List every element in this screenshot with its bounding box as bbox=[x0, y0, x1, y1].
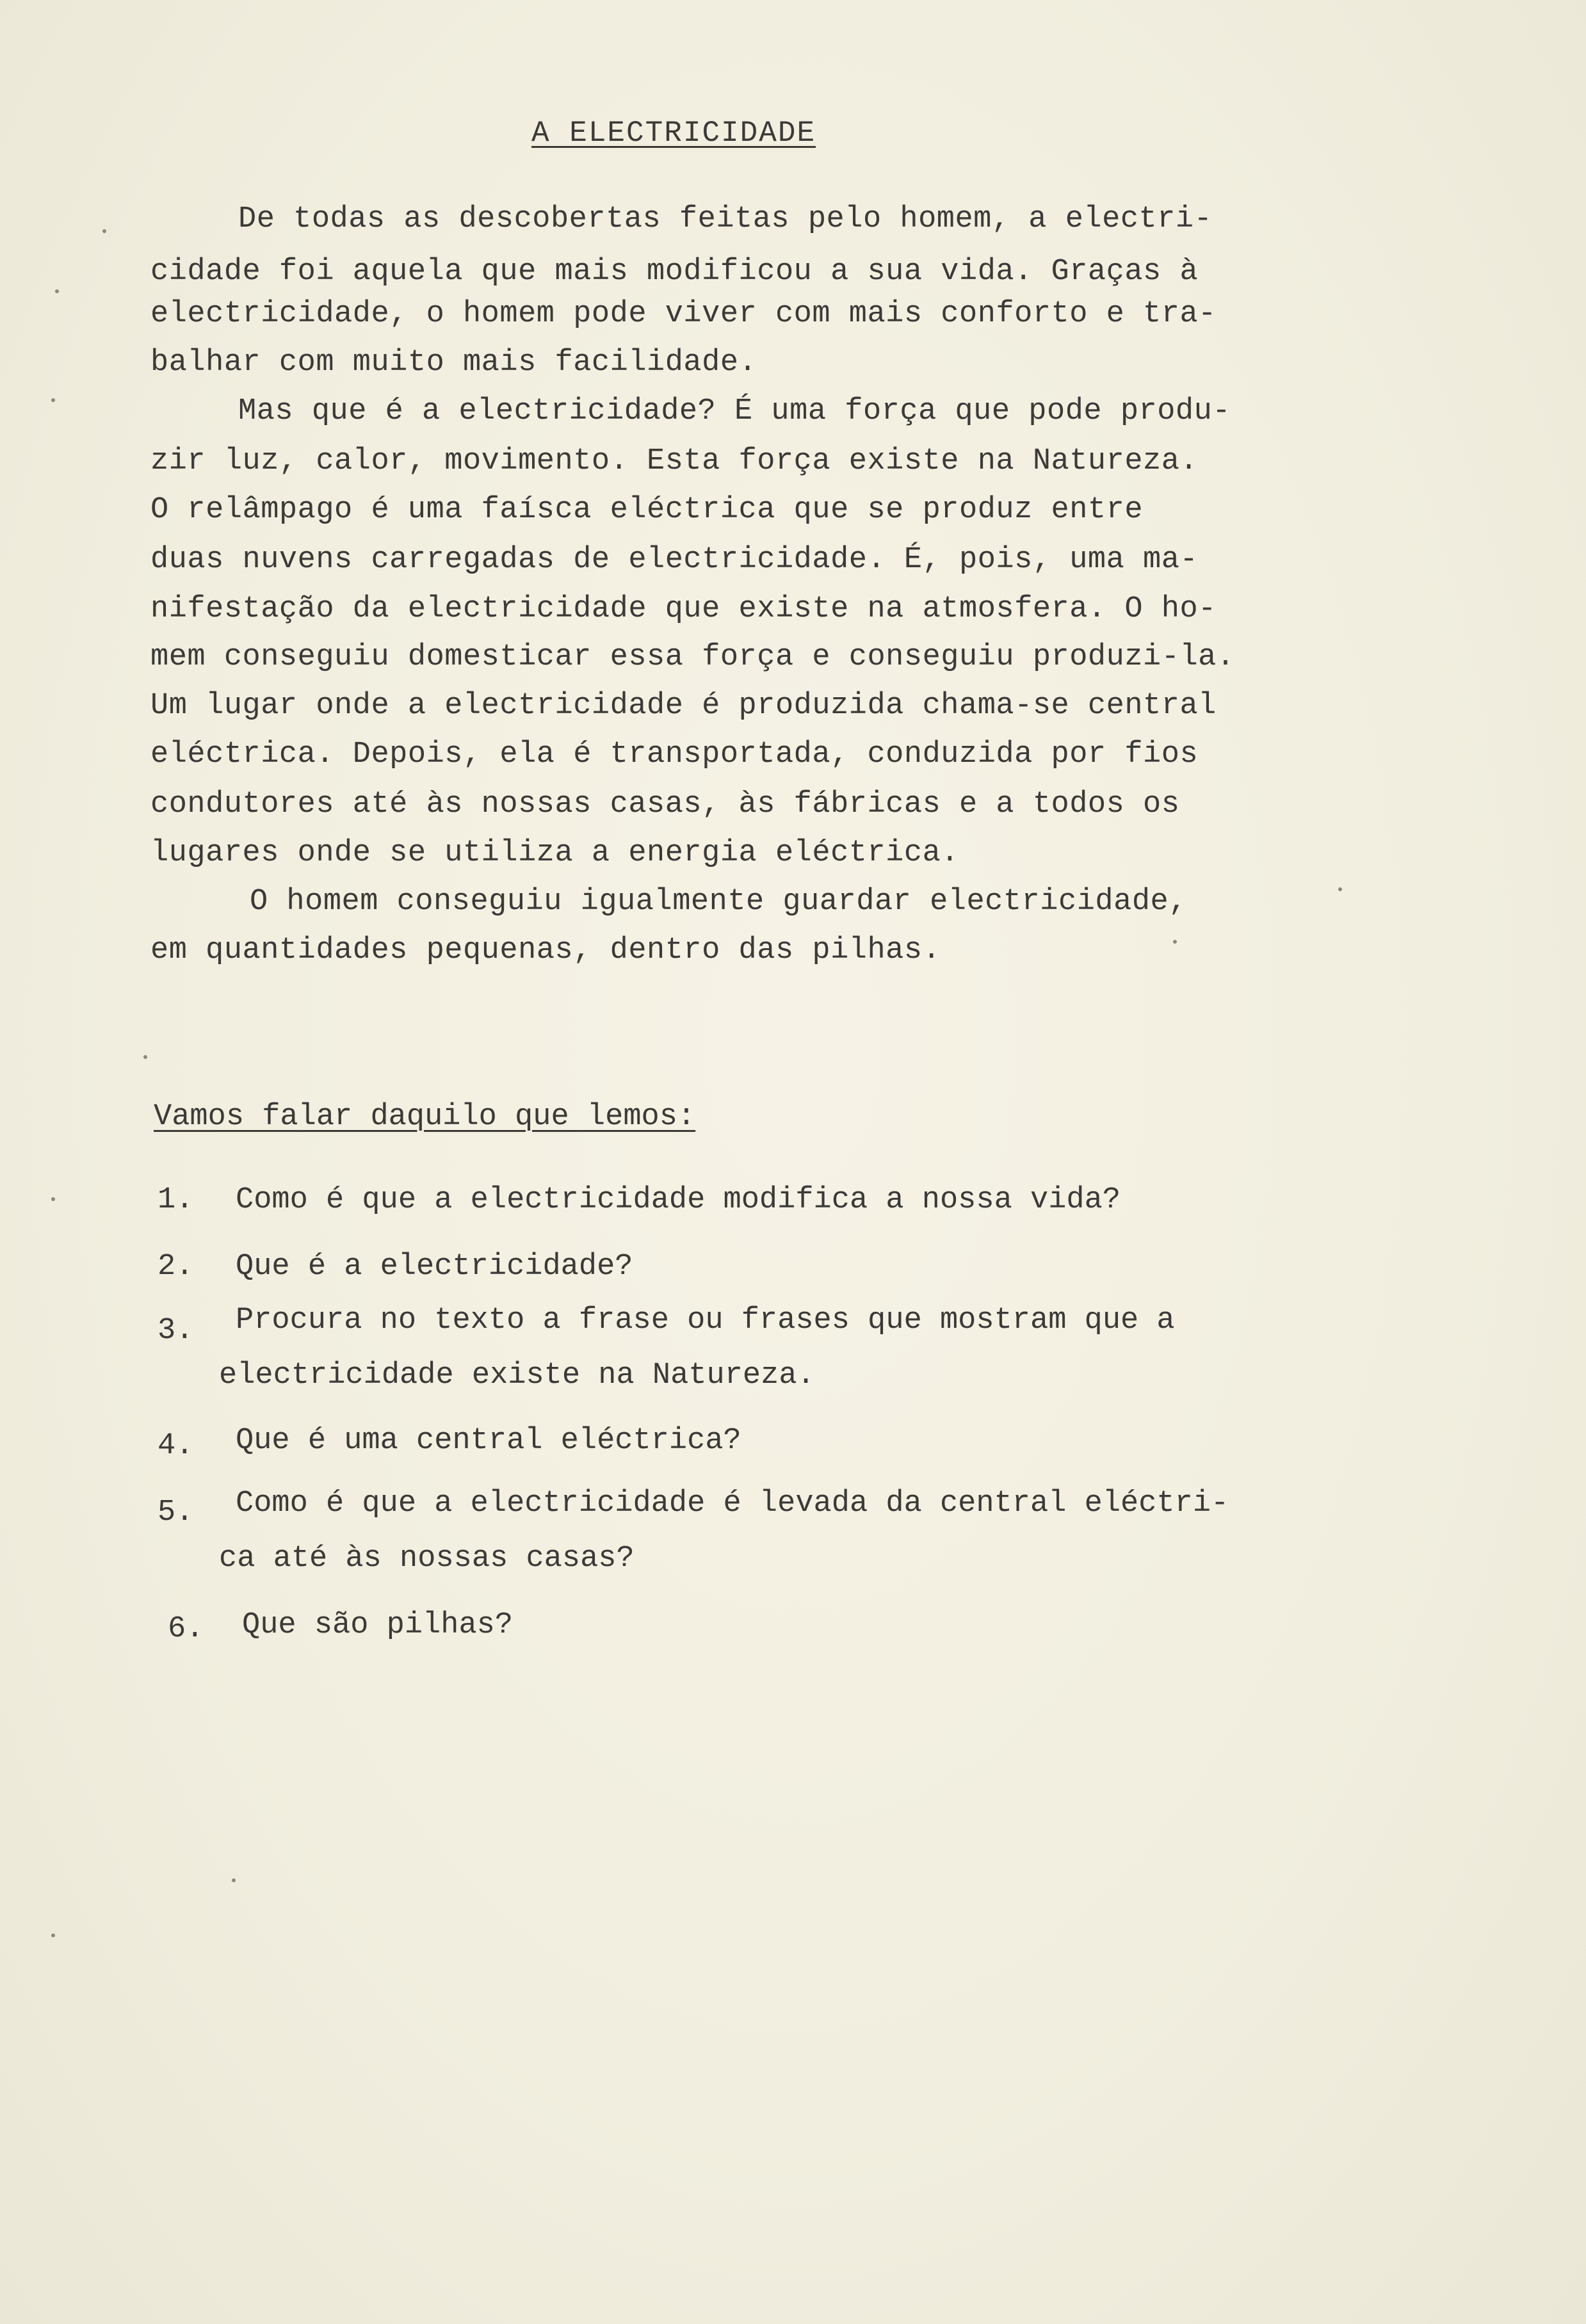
paragraph-line: De todas as descobertas feitas pelo homem, a electri- bbox=[238, 202, 1213, 236]
paragraph-line: lugares onde se utiliza a energia eléctrica. bbox=[150, 836, 960, 870]
question-text: Como é que a electricidade modifica a nossa vida? bbox=[236, 1183, 1121, 1217]
paragraph-line: Mas que é a electricidade? É uma força que pode produ- bbox=[238, 394, 1231, 428]
question-text: Que é uma central eléctrica? bbox=[236, 1424, 741, 1458]
paragraph-line: condutores até às nossas casas, às fábricas e a todos os bbox=[150, 787, 1180, 821]
questions-heading: Vamos falar daquilo que lemos: bbox=[154, 1100, 696, 1134]
question-number: 4. bbox=[158, 1429, 194, 1463]
paragraph-line: mem conseguiu domesticar essa força e conseguiu produzi-la. bbox=[150, 640, 1235, 674]
question-number: 5. bbox=[158, 1496, 194, 1529]
paragraph-line: electricidade, o homem pode viver com mais conforto e tra- bbox=[150, 297, 1217, 331]
paper-speck bbox=[143, 1055, 147, 1059]
question-text-continued: ca até às nossas casas? bbox=[219, 1542, 635, 1576]
question-text-continued: electricidade existe na Natureza. bbox=[219, 1359, 815, 1392]
question-text: Que são pilhas? bbox=[242, 1608, 514, 1642]
question-text: Que é a electricidade? bbox=[236, 1250, 633, 1284]
paper-speck bbox=[102, 229, 106, 233]
paper-speck bbox=[51, 1933, 55, 1937]
paragraph-line: cidade foi aquela que mais modificou a sua vida. Graças à bbox=[150, 255, 1199, 289]
paper-speck bbox=[1338, 887, 1342, 891]
paragraph-line: zir luz, calor, movimento. Esta força existe na Natureza. bbox=[150, 444, 1199, 478]
question-number: 3. bbox=[158, 1314, 194, 1348]
page-title: A ELECTRICIDADE bbox=[531, 117, 816, 150]
paper-speck bbox=[55, 289, 59, 293]
question-text: Como é que a electricidade é levada da central eléctri- bbox=[236, 1487, 1229, 1521]
paper-speck bbox=[51, 398, 55, 402]
question-number: 6. bbox=[168, 1612, 204, 1646]
paragraph-line: duas nuvens carregadas de electricidade. É, pois, uma ma- bbox=[150, 543, 1199, 577]
paragraph-line: O relâmpago é uma faísca eléctrica que se produz entre bbox=[150, 493, 1144, 527]
paragraph-line: O homem conseguiu igualmente guardar electricidade, bbox=[250, 885, 1187, 919]
paragraph-line: balhar com muito mais facilidade. bbox=[150, 346, 757, 380]
question-text: Procura no texto a frase ou frases que mostram que a bbox=[236, 1303, 1175, 1337]
paragraph-line: nifestação da electricidade que existe na atmosfera. O ho- bbox=[150, 592, 1217, 626]
paragraph-line: eléctrica. Depois, ela é transportada, conduzida por fios bbox=[150, 738, 1199, 771]
paper-speck bbox=[232, 1878, 236, 1882]
paper-speck bbox=[1173, 940, 1177, 944]
question-number: 1. bbox=[158, 1183, 194, 1217]
paragraph-line: em quantidades pequenas, dentro das pilhas. bbox=[150, 933, 941, 967]
paragraph-line: Um lugar onde a electricidade é produzida chama-se central bbox=[150, 689, 1217, 723]
paper-speck bbox=[51, 1197, 55, 1201]
question-number: 2. bbox=[158, 1250, 194, 1284]
